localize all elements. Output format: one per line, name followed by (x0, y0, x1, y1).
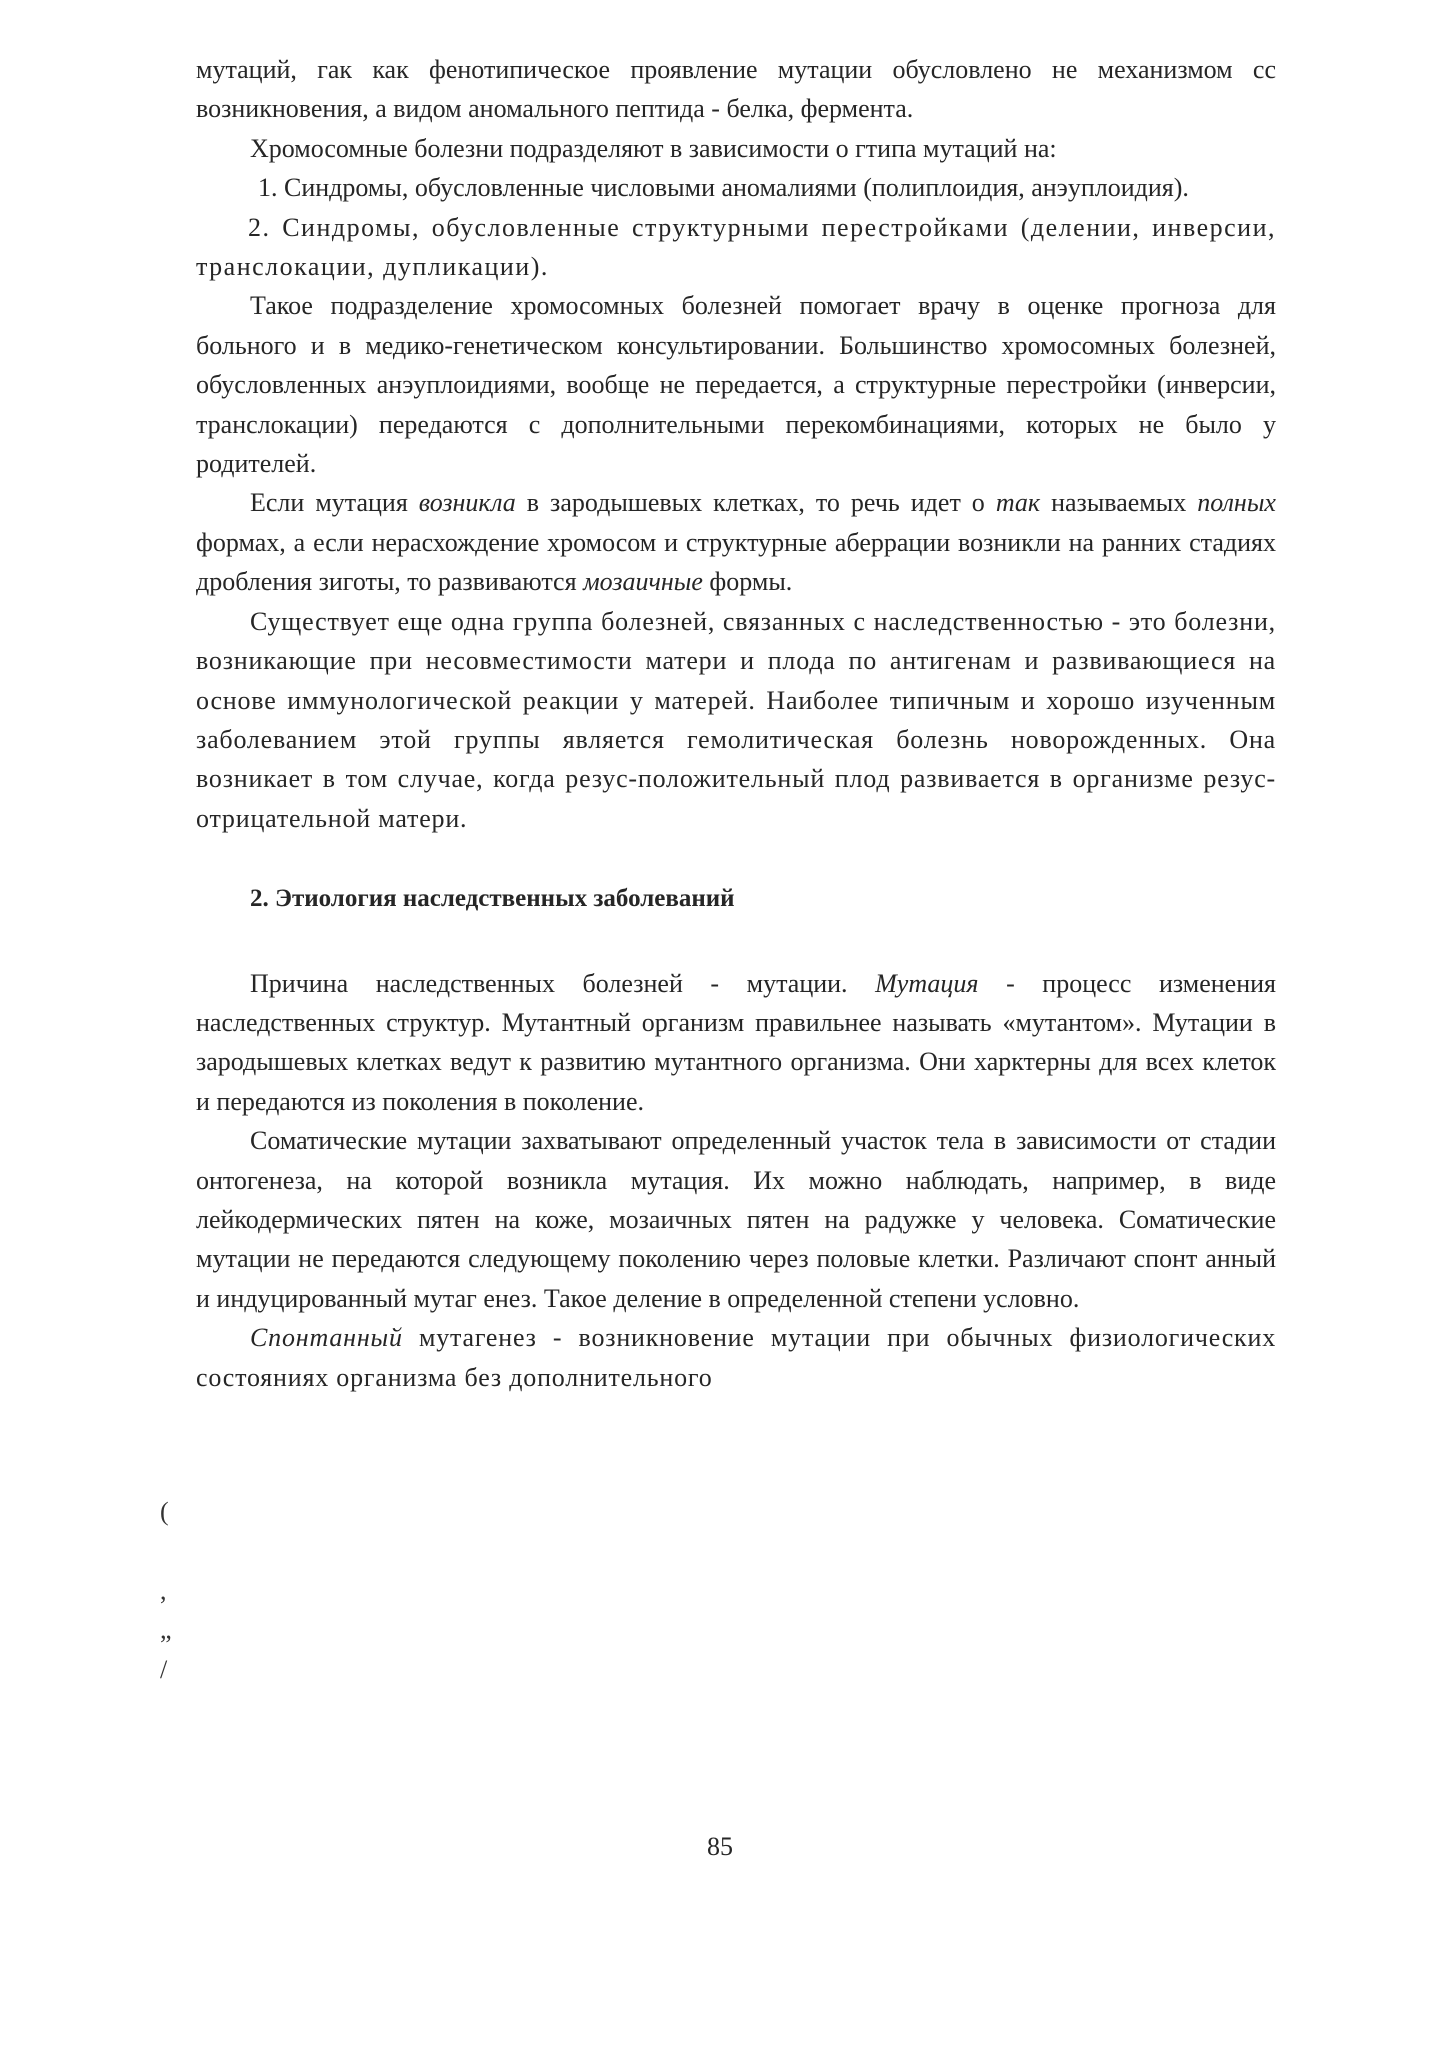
paragraph (196, 286, 1276, 483)
text-run: - процесс изменения наследственных структур. Мутантный организм правильнее называть «мутантом». Мутации в зародышевых клетках ведут к развитию мутантного организма. Они харктерны для всех клеток и передаются из поколения в поколение. (196, 968, 1276, 1116)
text-run: мутаций, гак как фенотипическое проявление мутации обусловлено не механизмом сс возникновения, а видом аномального пептида - белка, фермента. (196, 55, 1276, 124)
italic-term: мозаичные (583, 567, 703, 597)
text-run: называемых (1040, 488, 1198, 518)
text-run: Если мутация (250, 488, 419, 518)
margin-marks (160, 1492, 196, 1689)
margin-mark (160, 1531, 196, 1570)
italic-term: возникла (418, 488, 516, 518)
text-run: Хромосомные болезни подразделяют в зависимости о гтипа мутаций на: (250, 133, 1057, 163)
paragraph (196, 1318, 1276, 1397)
body-text (196, 50, 1276, 1397)
text-run: 2. Синдромы, обусловленные структурными перестройками (делении, инверсии, транслокации, дупликации). (196, 212, 1276, 282)
paragraphs-before-heading (196, 50, 1276, 838)
text-run: в зародышевых клетках, то речь идет о (515, 488, 996, 518)
italic-term: Спонтанный (250, 1323, 403, 1353)
paragraph (196, 1121, 1276, 1318)
paragraph (196, 964, 1276, 1122)
paragraph (196, 483, 1276, 601)
page-number: 85 (707, 1832, 733, 1861)
italic-term: полных (1197, 488, 1276, 518)
text-run: Соматические мутации захватывают определенный участок тела в зависимости от стадии онтогенеза, на которой возникла мутация. Их можно наблюдать, например, в виде лейкодермических пятен на коже, мозаичных пятен на радужке у человека. Соматические мутации не передаются следующему поколению через половые клетки. Различают спонт анный и индуцированный мутаг енез. Такое деление в определенной степени условно. (196, 1126, 1276, 1313)
paragraph (196, 602, 1276, 838)
text-run: Такое подразделение хромосомных болезней помогает врачу в оценке прогноза для больного и в медико-генетическом консультировании. Большинство хромосомных болезней, обусловленных анэуплоидиями, вообще не передается, а структурные перестройки (инверсии, транслокации) передаются с дополнительными перекомбинациями, которых не было у родителей. (196, 291, 1276, 479)
margin-mark: , (160, 1575, 167, 1605)
text-run: Существует еще одна группа болезней, связанных с наследственностью - это болезни, возникающие при несовместимости матери и плода по антигенам и развивающиеся на основе иммунологической реакции у матерей. Наиболее типичным и хорошо изученным заболеванием этой группы является гемолитическая болезнь новорожденных. Она возникает в том случае, когда резус-положительный плод развивается в организме резус-отрицательной матери. (196, 606, 1276, 833)
text-run: формы. (702, 567, 793, 597)
text-run: формах, а если нерасхождение хромосом и структурные аберрации возникли на ранних стадиях дробления зиготы, то развиваются (196, 527, 1276, 597)
italic-term: Мутация (875, 968, 979, 998)
text-run: Причина наследственных болезней - мутации. (250, 968, 876, 998)
text-run: мутагенез - возникновение мутации при обычных физиологических состояниях организма без дополнительного (196, 1323, 1276, 1392)
margin-mark: ( (160, 1497, 169, 1526)
section-heading: 2. Этиология наследственных заболеваний (250, 885, 735, 913)
margin-mark: / (160, 1654, 168, 1684)
paragraph (196, 168, 1276, 207)
paragraph (196, 129, 1276, 168)
paragraph (196, 208, 1276, 287)
paragraph (196, 50, 1276, 129)
margin-mark: „ (160, 1615, 172, 1645)
paragraphs-after-heading (196, 964, 1276, 1397)
italic-term: так (995, 488, 1041, 518)
text-run: 1. Синдромы, обусловленные числовыми аномалиями (полиплоидия, анэуплоидия). (258, 173, 1189, 203)
